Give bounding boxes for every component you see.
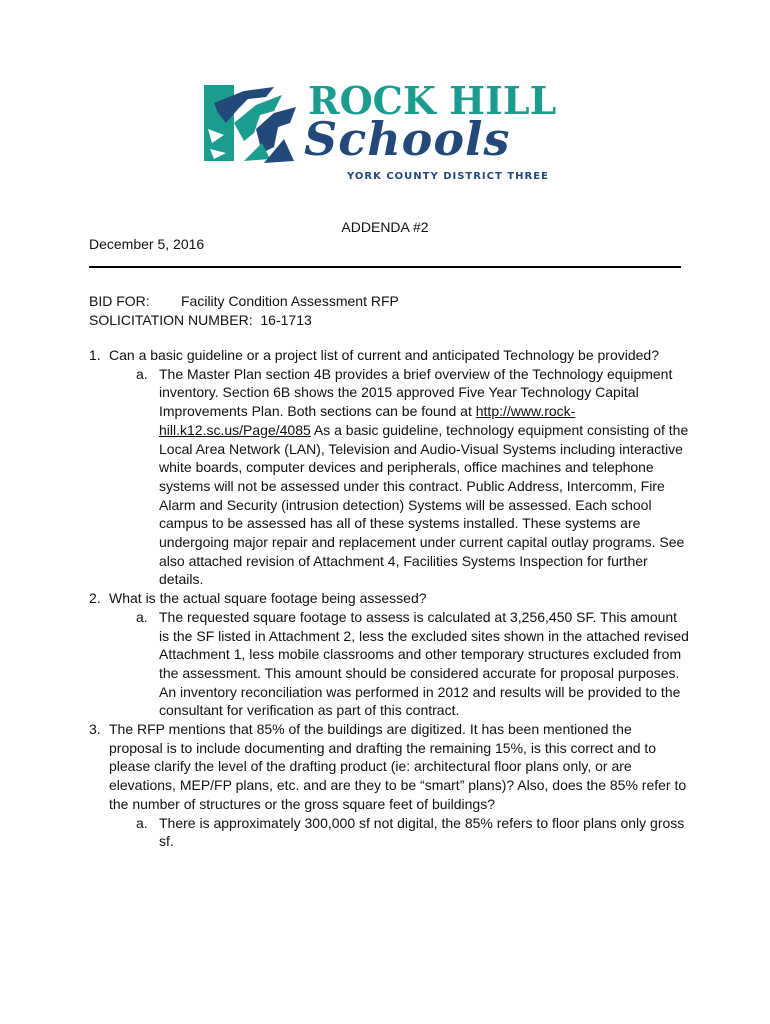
question-item	[89, 346, 689, 365]
hands-logo-icon	[204, 83, 300, 163]
rock-hill-schools-logo	[204, 78, 589, 188]
logo-brand-line2: Schools	[304, 112, 511, 166]
solicitation-value: 16-1713	[260, 312, 312, 328]
bid-info	[89, 292, 399, 330]
bid-label: BID FOR:	[89, 293, 150, 309]
logo-subtitle: YORK COUNTY DISTRICT THREE	[347, 171, 549, 182]
answer-text-continued: As a basic guideline, technology equipment consisting of the Local Area Network (LAN), Television and Audio-Visual Systems including interactive white boards, computer devices and peripherals, office machines and telephone systems will not be assessed under this contract. Public Address, Intercomm, Fire Alarm and Security (intrusion detection) Systems will be assessed. Each school campus to be assessed has all of these systems installed. These systems are undergoing major repair and replacement under current capital outlay programs. See also attached revision of Attachment 4, Facilities Systems Inspection for further details.	[159, 421, 689, 588]
question-number: 2.	[89, 590, 101, 607]
answer-text: The Master Plan section 4B provides a brief overview of the Technology equipment inventory. Section 6B shows the 2015 approved Five Year Technology Capital Improvements Plan. Both sections can be found at	[159, 365, 673, 420]
horizontal-divider	[89, 266, 681, 268]
solicitation-label: SOLICITATION NUMBER:	[89, 312, 253, 328]
answer-item	[89, 814, 689, 851]
question-text: What is the actual square footage being assessed?	[109, 590, 427, 607]
qa-list	[89, 346, 689, 851]
answer-item	[89, 365, 689, 589]
bid-value: Facility Condition Assessment RFP	[181, 293, 399, 309]
question-number: 1.	[89, 347, 101, 363]
answer-text: The requested square footage to assess is calculated at 3,256,450 SF. This amount is the SF listed in Attachment 2, less the excluded sites shown in the attached revised Attachment 1, less mobile classrooms and other temporary structures excluded from the assessment. This amount should be considered accurate for proposal purposes. An inventory reconciliation was performed in 2012 and results will be provided to the consultant for verification as part of this contract.	[159, 608, 689, 719]
document-title: ADDENDA #2	[341, 219, 429, 235]
answer-letter: a.	[136, 608, 148, 625]
question-item	[89, 720, 689, 814]
answer-letter: a.	[136, 814, 148, 831]
question-item	[89, 589, 689, 608]
document-date: December 5, 2016	[89, 236, 205, 252]
page-link[interactable]: http://www.rock-hill.k12.sc.us/Page/4085	[159, 403, 576, 438]
question-text: The RFP mentions that 85% of the buildings are digitized. It has been mentioned the proposal is to include documenting and drafting the remaining 15%, is this correct and to please clarify the level of the drafting product (ie: architectural floor plans only, or are elevations, MEP/FP plans, etc. and are they to be “smart” plans)? Also, does the 85% refer to the number of structures or the gross square feet of buildings?	[109, 721, 687, 812]
answer-text: There is approximately 300,000 sf not digital, the 85% refers to floor plans only gross sf.	[159, 814, 685, 850]
question-number: 3.	[89, 721, 101, 738]
logo-brand-line1: ROCK HILL	[308, 78, 557, 123]
question-text: Can a basic guideline or a project list of current and anticipated Technology be provided?	[109, 347, 659, 363]
answer-letter: a.	[136, 365, 148, 382]
answer-item	[89, 608, 689, 720]
